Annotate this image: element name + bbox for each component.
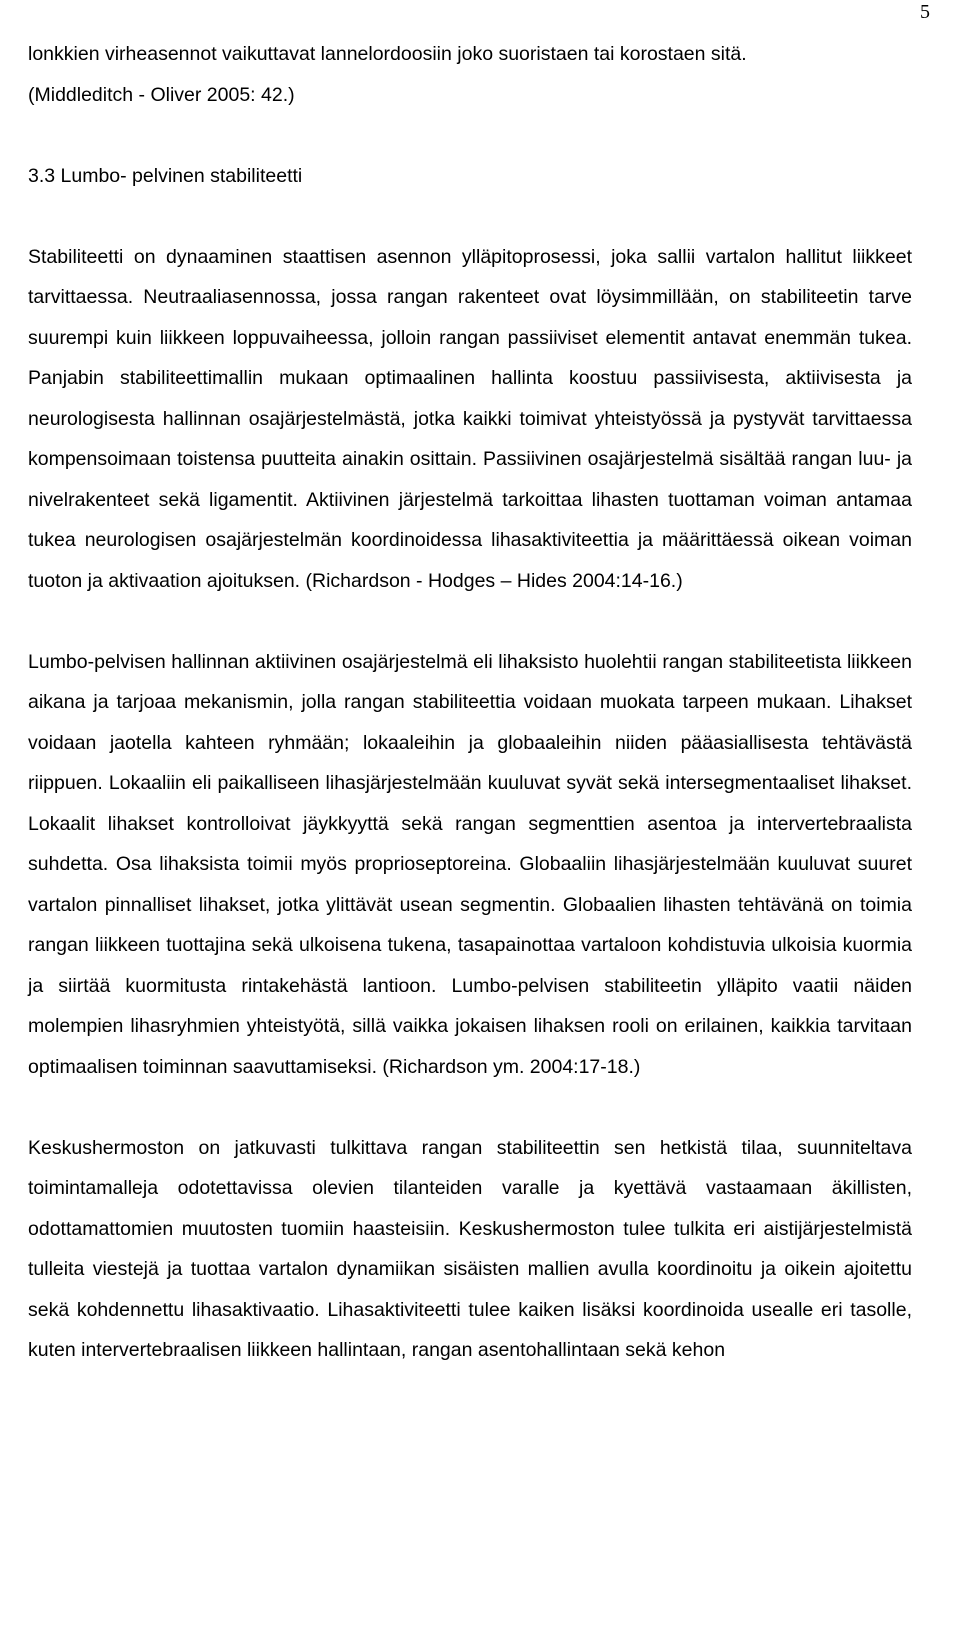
- document-body: [28, 34, 912, 1371]
- paragraph-gap: [28, 601, 912, 642]
- paragraph-gap: [28, 196, 912, 237]
- central-nervous-system-paragraph: Keskushermoston on jatkuvasti tulkittava rangan stabiliteettin sen hetkistä tilaa, suunniteltava toimintamalleja odotettavissa olevien tilanteiden varalle ja kyettävä vastaamaan äkillisten, odottamattomien muutosten tuomiin haasteisiin. Keskushermoston tulee tulkita eri aistijärjestelmistä tulleita viestejä ja tuottaa vartalon dynamiikan sisäisten mallien avulla koordinoitu ja oikein ajoitettu sekä kohdennettu lihasaktivaatio. Lihasaktiviteetti tulee kaiken lisäksi koordinoida usealle eri tasolle, kuten intervertebraalisen liikkeen hallintaan, rangan asentohallintaan sekä kehon: [28, 1136, 912, 1361]
- intro-paragraph: [28, 34, 912, 115]
- intro-line-1: lonkkien virheasennot vaikuttavat lannelordoosiin joko suoristaen tai korostaen sitä.: [28, 43, 747, 65]
- page-number: 5: [920, 1, 930, 23]
- section-heading: 3.3 Lumbo- pelvinen stabiliteetti: [28, 164, 303, 187]
- active-subsystem-paragraph: Lumbo-pelvisen hallinnan aktiivinen osajärjestelmä eli lihaksisto huolehtii rangan stabiliteetista liikkeen aikana ja tarjoaa mekanismin, jolla rangan stabiliteettia voidaan muokata tarpeen mukaan. Lihakset voidaan jaotella kahteen ryhmään; lokaaleihin ja globaaleihin niiden pääasiallisesta tehtävästä riippuen. Lokaaliin eli paikalliseen lihasjärjestelmään kuuluvat syvät sekä intersegmentaaliset lihakset. Lokaalit lihakset kontrolloivat jäykkyyttä sekä rangan segmenttien asentoa ja intervertebraalista suhdetta. Osa lihaksista toimii myös proprioseptoreina. Globaaliin lihasjärjestelmään kuuluvat suuret vartalon pinnalliset lihakset, jotka ylittävät usean segmentin. Globaalien lihasten tehtävänä on toimia rangan liikkeen tuottajina sekä ulkoisena tukena, tasapainottaa vartaloon kohdistuvia ulkoisia kuormia ja siirtää kuormitusta rintakehästä lantioon. Lumbo-pelvisen stabiliteetin ylläpito vaatii näiden molempien lihasryhmien yhteistyötä, sillä vaikka jokaisen lihaksen rooli on erilainen, kaikkia tarvitaan optimaalisen toiminnan saavuttamiseksi. (Richardson ym. 2004:17-18.): [28, 650, 912, 1078]
- paragraph-gap: [28, 115, 912, 156]
- paragraph-gap: [28, 1087, 912, 1128]
- stability-paragraph: Stabiliteetti on dynaaminen staattisen asennon ylläpitoprosessi, joka sallii vartalon hallitut liikkeet tarvittaessa. Neutraaliasennossa, jossa rangan rakenteet ovat löysimmillään, on stabiliteetin tarve suurempi kuin liikkeen loppuvaiheessa, jolloin rangan passiiviset elementit antavat enemmän tukea. Panjabin stabiliteettimallin mukaan optimaalinen hallinta koostuu passiivisesta, aktiivisesta ja neurologisesta hallinnan osajärjestelmästä, jotka kaikki toimivat yhteistyössä ja pystyvät tarvittaessa kompensoimaan toistensa puutteita ainakin osittain. Passiivinen osajärjestelmä sisältää rangan luu- ja nivelrakenteet sekä ligamentit. Aktiivinen järjestelmä tarkoittaa lihasten tuottaman voiman antamaa tukea neurologisen osajärjestelmän koordinoidessa lihasaktiviteettia ja määrittäessä oikean voiman tuoton ja aktivaation ajoituksen. (Richardson - Hodges – Hides 2004:14-16.): [28, 245, 912, 592]
- intro-line-2: (Middleditch - Oliver 2005: 42.): [28, 83, 295, 106]
